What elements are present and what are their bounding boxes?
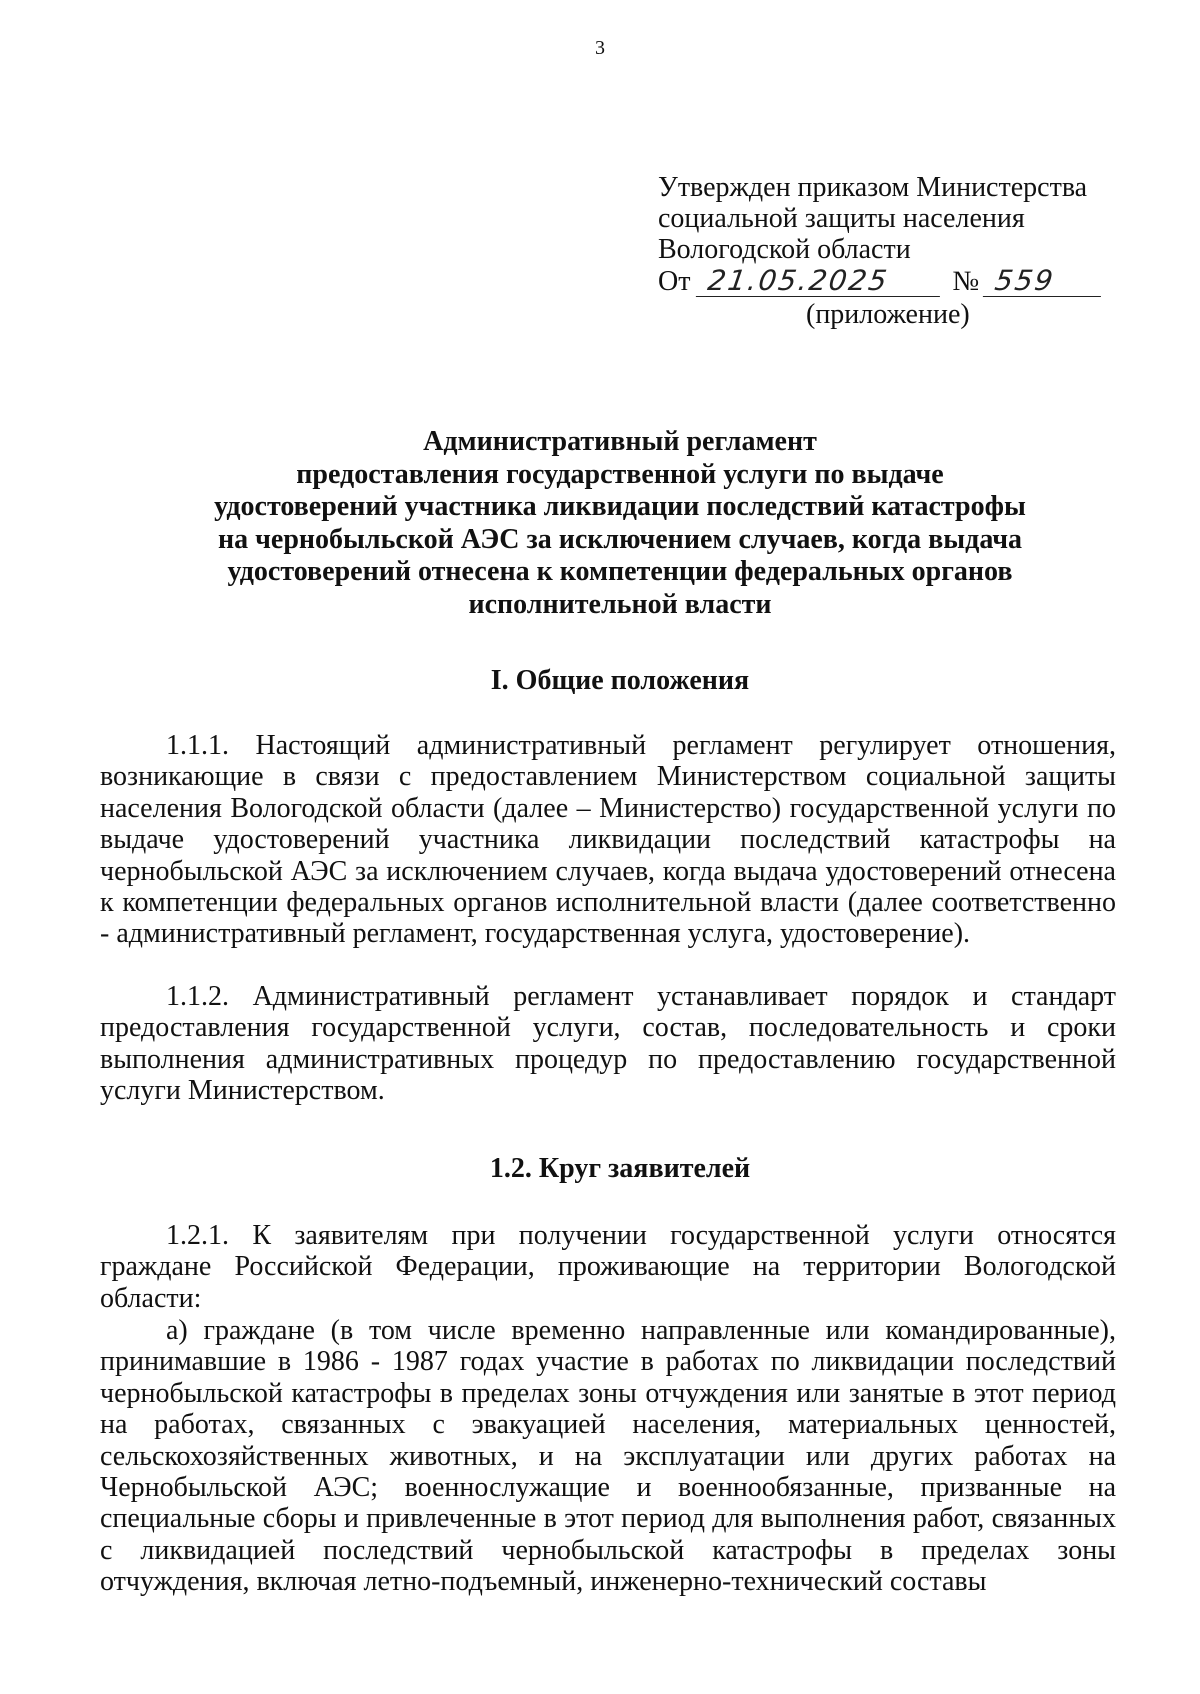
document-title	[140, 426, 1100, 621]
section-heading-general: I. Общие положения	[490, 665, 750, 696]
title-line-4: на чернобыльской АЭС за исключением случаев, когда выдача	[217, 523, 1022, 555]
title-line-1: Административный регламент	[423, 426, 817, 457]
title-line-6: исполнительной власти	[468, 588, 772, 620]
handwritten-date: 21.05.2025	[696, 266, 944, 297]
paragraph-1-2-1-a: а) граждане (в том числе временно направленные или командированные), принимавшие в 1986 - 1987 годах участие в работах по ликвидации последствий чернобыльской катастрофы в пределах зоны отчуждения или занятые в этот период на работах, связанных с эвакуацией населения, материальных ценностей, сельскохозяйственных животных, и на эксплуатации или других работах на Чернобыльской АЭС; военнослужащие и военнообязанные, призванные на специальные сборы и привлеченные в этот период для выполнения работ, связанных с ликвидацией последствий чернобыльской катастрофы в пределах зоны отчуждения, включая летно-подъемный, инженерно-технический составы	[100, 1315, 1116, 1598]
page-number: 3	[595, 37, 605, 59]
handwritten-order-number: 559	[983, 266, 1105, 297]
approval-block	[658, 172, 1118, 330]
approval-date-row	[658, 266, 1118, 297]
paragraph-1-2-1: 1.2.1. К заявителям при получении государственной услуги относятся граждане Российской Федерации, проживающие на территории Вологодской области:	[100, 1220, 1116, 1314]
title-line-2: предоставления государственной услуги по выдаче	[296, 458, 944, 490]
title-line-3: удостоверений участника ликвидации последствий катастрофы	[214, 491, 1026, 522]
appendix-label: (приложение)	[806, 299, 970, 330]
approval-line-1: Утвержден приказом Министерства	[658, 172, 1088, 203]
section-heading-applicants: 1.2. Круг заявителей	[489, 1153, 751, 1184]
approval-line-2: социальной защиты населения	[658, 203, 1025, 234]
title-line-5: удостоверений отнесена к компетенции федеральных органов	[227, 556, 1013, 587]
paragraph-1-1-1: 1.1.1. Настоящий административный регламент регулирует отношения, возникающие в связи с предоставлением Министерством социальной защиты населения Вологодской области (далее – Министерство) государственной услуги по выдаче удостоверений участника ликвидации последствий катастрофы на чернобыльской АЭС за исключением случаев, когда выдача удостоверений отнесена к компетенции федеральных органов исполнительной власти (далее соответственно - административный регламент, государственная услуга, удостоверение).	[100, 730, 1116, 950]
date-prefix: От	[658, 266, 691, 297]
paragraph-1-1-2: 1.1.2. Административный регламент устанавливает порядок и стандарт предоставления государственной услуги, состав, последовательность и сроки выполнения административных процедур по предоставлению государственной услуги Министерством.	[100, 981, 1116, 1107]
approval-line-3: Вологодской области	[658, 234, 911, 265]
number-sign: №	[952, 266, 980, 297]
